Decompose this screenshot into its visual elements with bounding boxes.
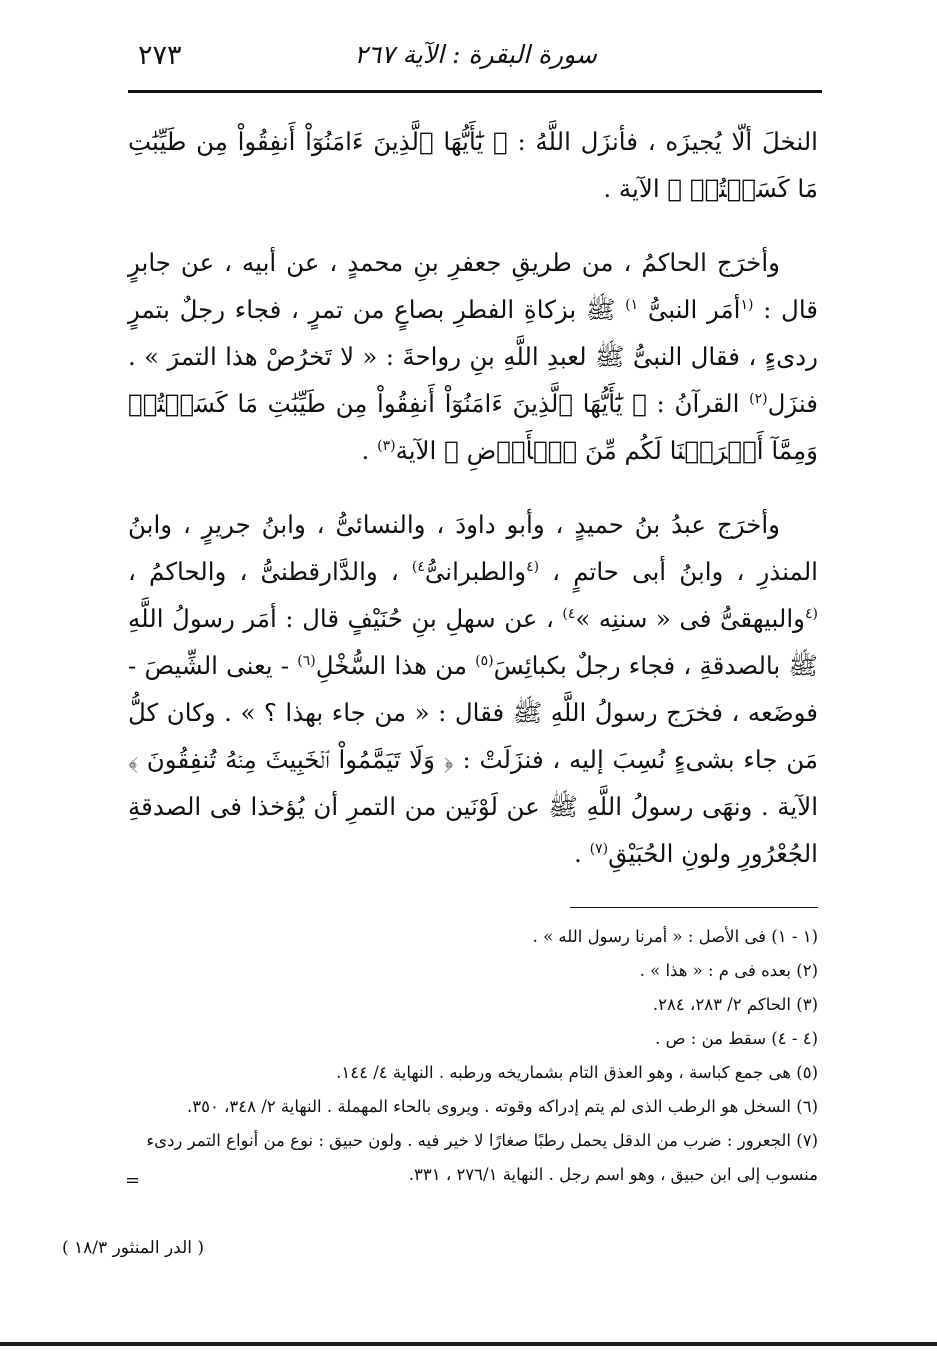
paragraph-1-text: النخلَ ألّا يُجيزَه ، فأنزَل اللَّهُ : ﴿ يَٰٓأَيُّهَا ٱلَّذِينَ ءَامَنُوٓاْ أَنفِقُواْ مِن طَيِّبَٰتِ مَا كَسَبۡتُمۡ ﴾ الآية . [128,127,818,203]
footnote-7-continued: منسوب إلى ابن حبيق ، وهو اسم رجل . النهاية ٢٧٦/١ ، ٣٣١. [408,1165,818,1184]
footnote-ref: (٣) [377,437,396,454]
paragraph-3-text: والبيهقىُّ فى « سننِه » [575,604,805,633]
footnote-ref: ١) [625,296,639,313]
paragraph-3-text: - يعنى الشِّيصَ - فوضَعه ، فخرَج رسولُ اللَّهِ ﷺ فقال : « من جاء بهذا ؟ » . وكان كلُّ مَن جاء بشىءٍ نُسِبَ إليه ، فنزَلَتْ : ﴿ وَلَا تَيَمَّمُواْ ٱلۡخَبِيثَ مِنۡهُ تُنفِقُونَ ﴾ الآية . ونهَى رسولُ اللَّهِ ﷺ عن لَوْنَين من التمرِ أن يُؤخذا فى الصدقةِ الجُعْرُورِ ولونِ الحُبَيْقِ [128,651,818,868]
paragraph-3-text: ، عن سهلِ بنِ حُنَيْفٍ قال : أمَر رسولُ اللَّهِ ﷺ بالصدقةِ ، فجاء رجلٌ بكبائِسَ [128,604,818,680]
footnote-ref: (٤ [805,605,818,622]
footnote-2: (٢) بعده فى م : « هذا » . [639,961,818,980]
footnote-7: (٧) الجعرور : ضرب من الدقل يحمل رطبًا صغارًا لا خير فيه . ولون حبيق : نوع من أنواع التمر ردىء [146,1131,818,1150]
footnote-rule [570,907,818,908]
footnote-4: (٤ - ٤) سقط من : ص . [655,1029,818,1048]
header-rule [128,90,822,93]
paragraph-3-text: والطبرانىُّ [424,557,527,586]
paragraph-3-text: وأخرَج عبدُ بنُ حميدٍ ، وأبو داودَ ، والنسائىُّ ، وابنُ جريرٍ ، وابنُ المنذرِ ، وابنُ أبى حاتمٍ ، [128,510,818,586]
paragraph-2 [128,239,818,474]
footnote-ref: ٤) [411,558,425,575]
page-header [128,38,822,90]
paragraph-1 [128,118,818,212]
paragraph-3-text: ، والدَّارقطنىُّ ، والحاكمُ ، [128,557,412,586]
paragraph-3 [128,501,818,877]
footnote-ref: (٧) [589,840,609,857]
footnote-6: (٦) السخل هو الرطب الذى لم يتم إدراكه وقوته . ويروى بالحاء المهملة . النهاية ٢/ ٣٤٨، ٣٥٠. [186,1097,818,1116]
footnote-ref: (٤ [526,558,540,575]
page-number: ٢٧٣ [138,40,182,71]
paragraph-3-text: من هذا السُّخْلِ [315,651,476,680]
paragraph-3-text: . [574,839,590,868]
paragraph-2-text: ﷺ بزكاةِ الفطرِ بصاعٍ من تمرٍ ، فجاء رجلٌ بتمرٍ ردىءٍ ، فقال النبىُّ ﷺ لعبدِ اللَّهِ بنِ رواحةَ : « لا تَخرُصْ هذا التمرَ » . فنزَل [128,295,818,418]
paragraph-2-text: وأخرَج الحاكمُ ، من طريقِ جعفرِ بنِ محمدٍ ، عن أبيه ، عن جابرٍ قال : [128,248,819,324]
footnote-5: (٥) هى جمع كباسة ، وهو العذق التام بشماريخه ورطبه . النهاية ٤/ ١٤٤. [336,1063,818,1082]
footnote-ref: (٢) [749,390,768,407]
footnote-3: (٣) الحاكم ٢/ ٢٨٣، ٢٨٤. [652,995,818,1014]
running-title: سورة البقرة : الآية ٢٦٧ [354,40,597,69]
footnote-ref: (٥) [475,652,494,669]
footnote-ref: ٤) [562,605,576,622]
paragraph-2-text: . [361,436,378,465]
footnote-1: (١ - ١) فى الأصل : « أمرنا رسول الله » . [532,927,818,946]
page-bottom-edge [0,1342,937,1346]
continuation-mark: = [125,1170,141,1191]
footnotes [110,920,818,1192]
source-reference: ( الدر المنثور ١٨/٣ ) [62,1238,205,1258]
paragraph-2-text: القرآنُ : ﴿ يَٰٓأَيُّهَا ٱلَّذِينَ ءَامَنُوٓاْ أَنفِقُواْ مِن طَيِّبَٰتِ مَا كَسَبۡتُمۡ وَمِمَّآ أَخۡرَجۡنَا لَكُم مِّنَ ٱلۡأَرۡضِ ﴾ الآية [128,389,818,465]
paragraph-2-text: أمَر النبىُّ [638,295,741,324]
footnote-ref: (٦) [297,652,316,669]
main-text [128,118,818,904]
footnote-ref: (١ [740,296,754,313]
